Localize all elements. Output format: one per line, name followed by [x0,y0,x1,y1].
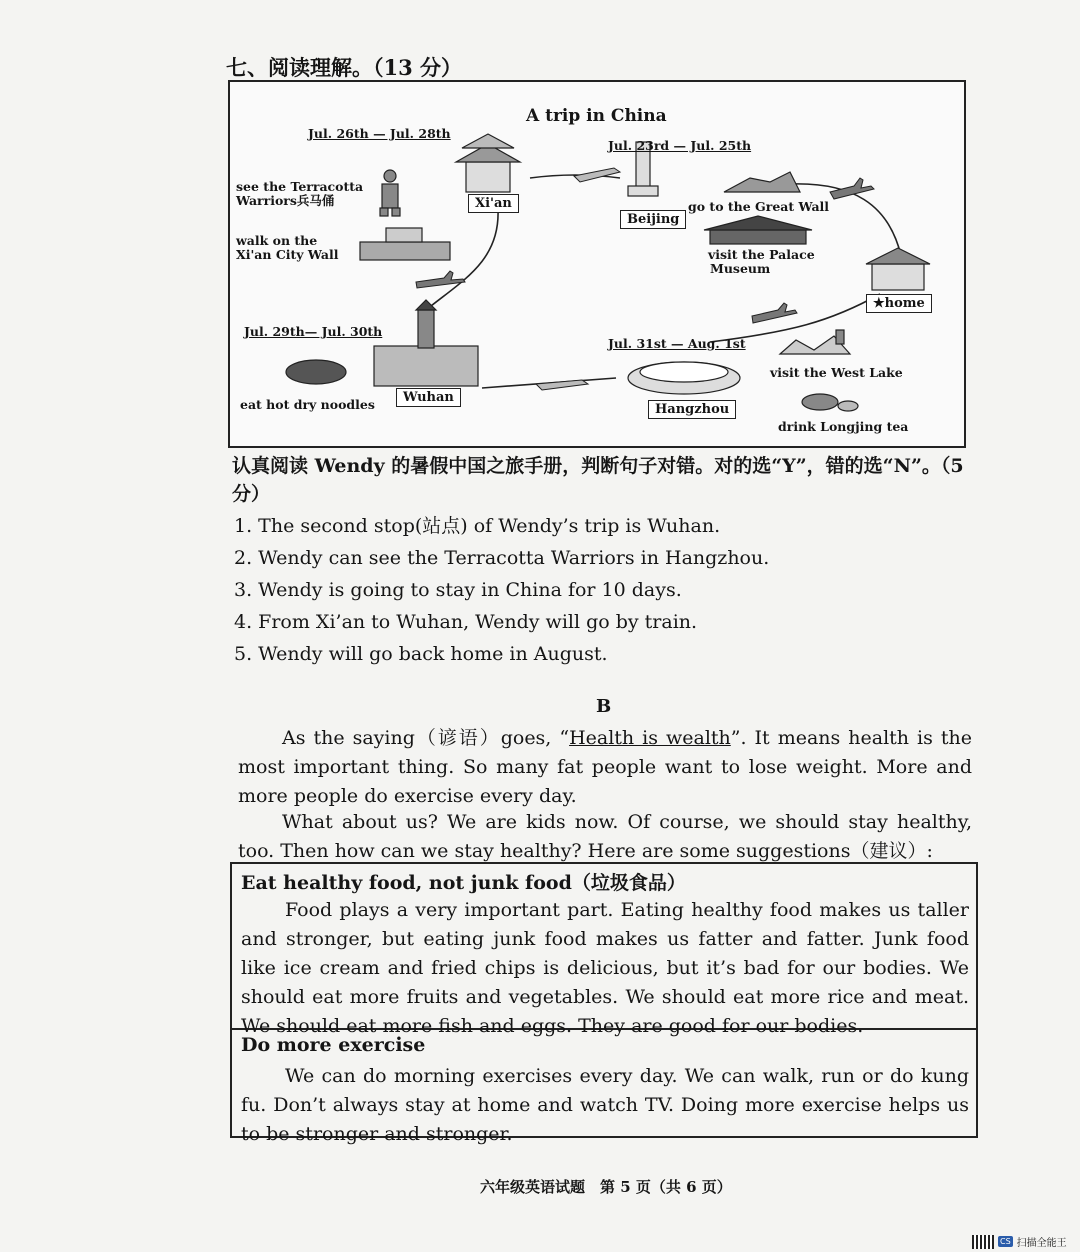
saying-health-is-wealth: Health is wealth [569,727,731,749]
train-icon [574,168,620,182]
suggestion-body: We can do morning exercises every day. We can walk, run or do kung fu. Don’t always stay at home and watch TV. Doing more exercise helps us to be stronger and stronger. [241,1065,969,1145]
suggestion-body: Food plays a very important part. Eating healthy food makes us taller and stronger, but eating junk food makes us fatter and fatter. Junk food like ice cream and fried chips is delicious, but it’s bad for our bodies. We should eat more fruits and vegetables. We should eat more rice and meat. We should eat more fish and eggs. They are good for our bodies. [241,899,969,1037]
noodles-bowl-icon [286,360,346,384]
paragraph-2: What about us? We are kids now. Of course, we should stay healthy, too. Then how can we stay healthy? Here are some suggestions（建议）: [238,811,972,862]
city-hangzhou: Hangzhou [648,400,736,419]
suggestions-box [230,862,978,1145]
map-title: A trip in China [526,106,667,126]
activity-noodles: eat hot dry noodles [240,397,375,412]
scanner-watermark [972,1234,1067,1249]
city-beijing: Beijing [620,210,686,229]
part-a-instruction: 认真阅读 Wendy 的暑假中国之旅手册，判断句子对错。对的选“Y”，错的选“N”。（5 分） [232,455,964,505]
suggestion-exercise [232,1030,976,1145]
tea-cup-icon [802,394,858,411]
question-1: 1. The second stop(站点) of Wendy’s trip is Wuhan. [234,515,721,537]
activity-great-wall: go to the Great Wall [688,199,830,214]
activity-west-lake: visit the West Lake [770,365,903,380]
plane-icon [752,303,797,323]
star-icon: ★ [873,296,885,311]
city-wuhan: Wuhan [396,388,461,407]
trip-map [228,80,966,448]
west-lake-icon [780,330,850,354]
part-b-heading: B [596,696,612,717]
section-title: 七、阅读理解。（13 分） [226,55,463,80]
date-beijing: Jul. 23rd — Jul. 25th [608,138,752,153]
activity-palace-museum: visit the Palace Museum [708,247,815,276]
xian-tower-icon [456,134,520,192]
suggestion-heading: Eat healthy food, not junk food（垃圾食品） [241,872,686,894]
terracotta-warrior-icon [380,170,400,216]
date-hangzhou: Jul. 31st — Aug. 1st [608,336,746,351]
question-list [234,510,769,670]
wuhan-building-icon [374,300,478,386]
suggestion-heading: Do more exercise [241,1034,426,1056]
city-xian: Xi'an [468,194,519,213]
activity-city-wall: walk on the Xi'an City Wall [236,233,339,262]
date-xian: Jul. 26th — Jul. 28th [308,126,451,141]
paragraph-1: As the saying（谚语）goes, “Health is wealth”. It means health is the most important thing. So many fat people want to lose weight. More and more people do exercise every day. [238,727,972,807]
suggestion-healthy-food [232,864,976,1037]
great-wall-icon [724,172,800,192]
city-home: ★home [866,294,932,313]
palace-museum-icon [704,216,812,244]
date-wuhan: Jul. 29th— Jul. 30th [244,324,383,339]
hangzhou-stadium-icon [628,362,740,394]
home-house-icon [866,248,930,290]
route-hangzhou-home [710,294,880,342]
train-icon [536,380,588,390]
camscanner-logo-icon: CS [1000,1237,1011,1246]
activity-tea: drink Longjing tea [778,419,909,434]
page-footer: 六年级英语试题 第 5 页（共 6 页） [480,1178,732,1196]
activity-terracotta: see the Terracotta Warriors兵马俑 [236,179,364,208]
watermark-text: 扫描全能王 [1016,1238,1067,1249]
question-3: 3. Wendy is going to stay in China for 10 days. [234,579,682,601]
question-4: 4. From Xi’an to Wuhan, Wendy will go by train. [234,611,698,633]
city-wall-icon [360,228,450,260]
question-5: 5. Wendy will go back home in August. [234,643,608,665]
qr-code-icon [972,1235,994,1249]
question-2: 2. Wendy can see the Terracotta Warriors in Hangzhou. [234,547,770,569]
